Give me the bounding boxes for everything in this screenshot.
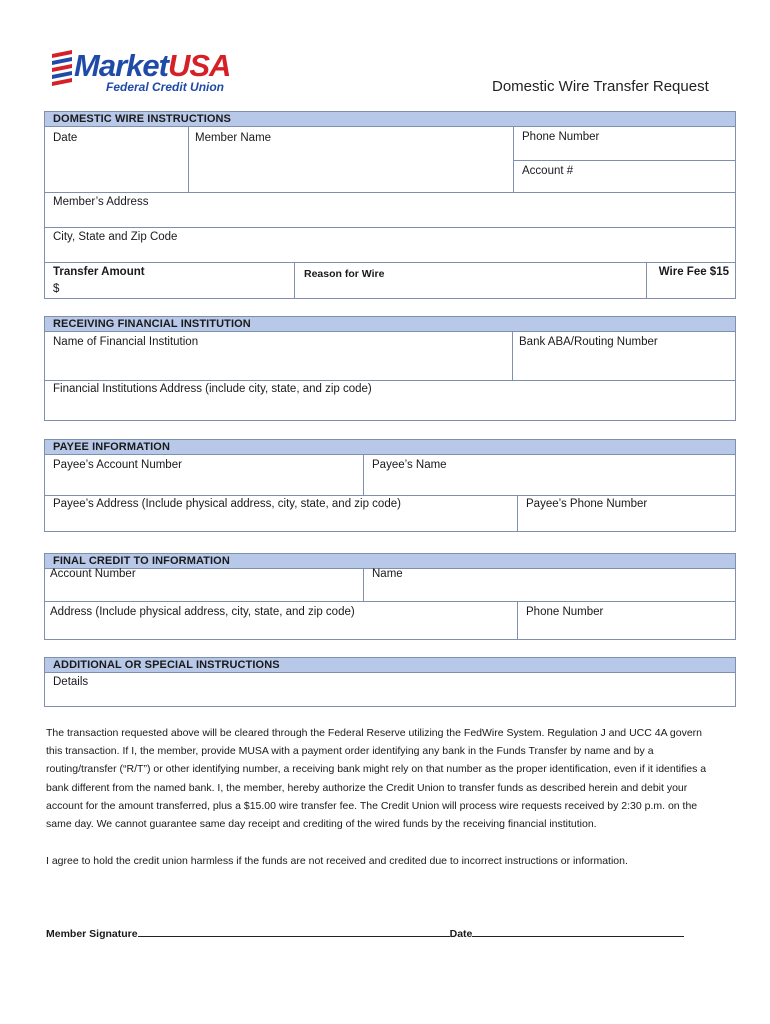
final-address-label: Address (Include physical address, city, state, and zip code) — [50, 606, 355, 618]
wire-fee-box — [646, 262, 736, 299]
reason-label: Reason for Wire — [304, 268, 385, 280]
section-header — [44, 657, 736, 673]
section-header — [44, 439, 736, 455]
svg-text:MarketUSA: MarketUSA — [74, 48, 231, 83]
payee-account-label: Payee’s Account Number — [53, 459, 182, 471]
payee-name-label: Payee’s Name — [372, 459, 447, 471]
date-label: Date — [53, 132, 78, 144]
payee-section — [44, 439, 736, 532]
payee-address-label: Payee’s Address (Include physical address, city, state, and zip code) — [53, 498, 401, 510]
institution-address-field[interactable] — [44, 380, 736, 421]
flag-stripes-icon — [52, 50, 72, 86]
date-input-line[interactable] — [472, 926, 684, 937]
payee-address-field[interactable] — [44, 495, 518, 532]
section-header — [44, 553, 736, 569]
address-label: Member’s Address — [53, 196, 149, 208]
final-phone-field[interactable] — [517, 601, 736, 640]
institution-name-field[interactable] — [44, 331, 513, 381]
receiving-institution-section — [44, 316, 736, 421]
routing-label: Bank ABA/Routing Number — [519, 336, 658, 348]
document-title: Domestic Wire Transfer Request — [492, 78, 709, 95]
section-title: FINAL CREDIT TO INFORMATION — [53, 555, 230, 567]
institution-address-label: Financial Institutions Address (include city, state, and zip code) — [53, 383, 372, 395]
payee-phone-label: Payee’s Phone Number — [526, 498, 648, 510]
additional-instructions-section — [44, 657, 736, 707]
details-field[interactable] — [44, 672, 736, 707]
signature-line — [46, 926, 684, 940]
member-address-field[interactable] — [44, 192, 736, 228]
final-account-label: Account Number — [50, 568, 136, 580]
final-credit-section — [44, 553, 736, 640]
disclaimer-paragraph: The transaction requested above will be cleared through the Federal Reserve utilizing the FedWire System. Regulation J and UCC 4A govern this transaction. If I, the member, provide MUSA with a payment order identifying any bank in the Funds Transfer by name and by a routing/transfer (“R/T”) or other identifying number, a receiving bank might rely on that number as the proper identification, even if it identifies a bank different from the named bank. I, the member, hereby authorize the Credit Union to transfer funds as described herein and debit your account for the amount transferred, plus a $15.00 wire transfer fee. The Credit Union will process wire requests received by 2:30 p.m. on the same day. We cannot guarantee same day receipt and crediting of the wired funds by the receiving financial institution. — [46, 727, 707, 831]
member-signature-label: Member Signature — [46, 928, 138, 940]
wire-instructions-section — [44, 111, 736, 299]
transfer-amount-field[interactable] — [44, 262, 295, 299]
section-title: DOMESTIC WIRE INSTRUCTIONS — [53, 113, 231, 125]
final-name-field[interactable] — [363, 568, 736, 602]
details-label: Details — [53, 676, 89, 688]
city-label: City, State and Zip Code — [53, 231, 178, 243]
section-title: ADDITIONAL OR SPECIAL INSTRUCTIONS — [53, 659, 280, 671]
phone-label: Phone Number — [522, 131, 600, 143]
signature-input-line[interactable] — [138, 926, 450, 937]
member-name-label: Member Name — [195, 132, 272, 144]
phone-field[interactable] — [513, 126, 736, 161]
payee-name-field[interactable] — [363, 454, 736, 496]
final-phone-label: Phone Number — [526, 606, 604, 618]
section-header — [44, 111, 736, 127]
routing-number-field[interactable] — [512, 331, 736, 381]
date-label: Date — [449, 928, 473, 940]
credit-union-logo — [50, 44, 272, 96]
institution-name-label: Name of Financial Institution — [53, 336, 199, 348]
final-name-label: Name — [372, 568, 403, 580]
final-address-field[interactable] — [44, 601, 518, 640]
transfer-amount-label: Transfer Amount — [53, 266, 145, 278]
section-title: RECEIVING FINANCIAL INSTITUTION — [53, 318, 251, 330]
payee-phone-field[interactable] — [517, 495, 736, 532]
account-label: Account # — [522, 165, 574, 177]
dollar-sign: $ — [53, 283, 60, 295]
svg-text:Federal Credit Union: Federal Credit Union — [106, 80, 225, 94]
reason-field[interactable] — [294, 262, 647, 299]
payee-account-field[interactable] — [44, 454, 364, 496]
wire-fee-label: Wire Fee $15 — [658, 266, 729, 278]
section-title: PAYEE INFORMATION — [53, 441, 171, 453]
city-state-zip-field[interactable] — [44, 227, 736, 263]
section-header — [44, 316, 736, 332]
agreement-statement: I agree to hold the credit union harmless if the funds are not received and credited due to incorrect instructions or information. — [46, 855, 628, 867]
final-account-field[interactable] — [44, 568, 364, 602]
